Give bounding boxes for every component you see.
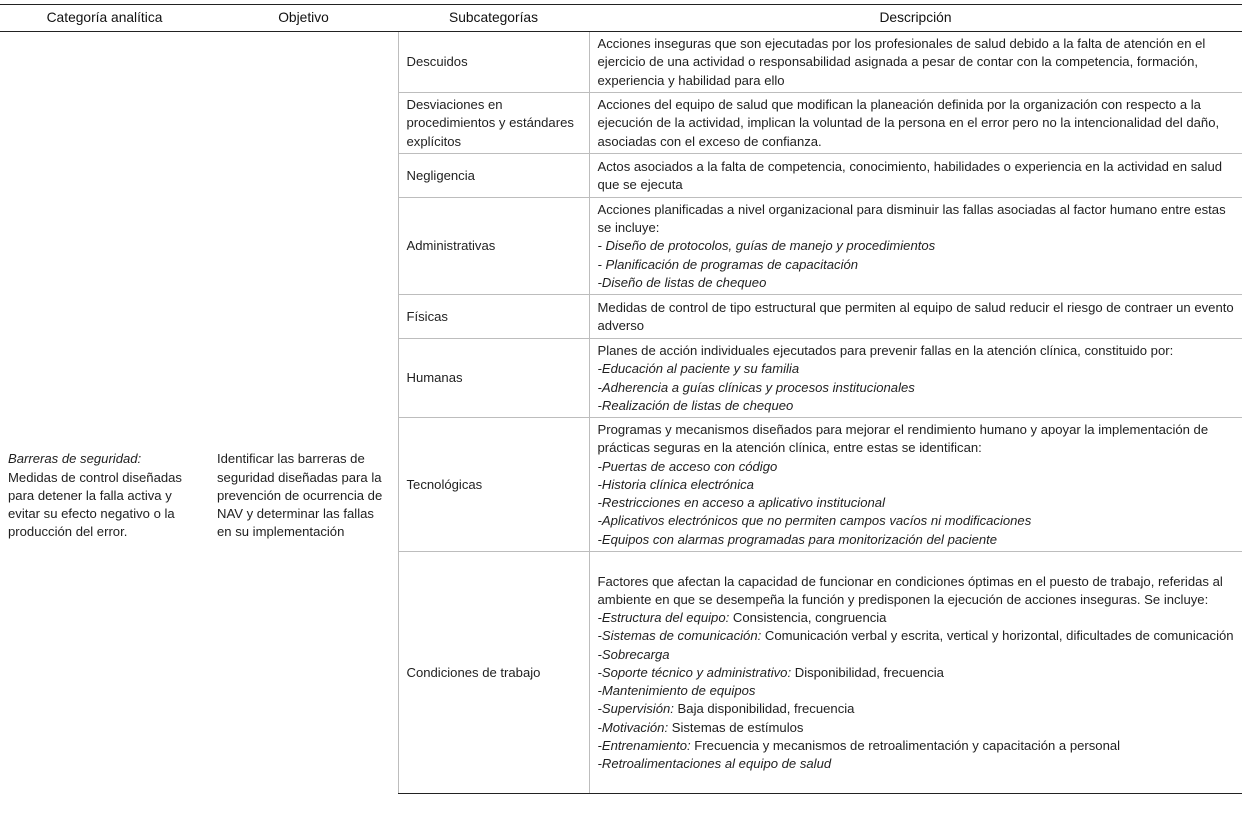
description-intro: Acciones planificadas a nivel organizacional para disminuir las fallas asociadas al factor humano entre estas se incluye: — [597, 201, 1226, 236]
list-item: -Realización de listas de chequeo — [597, 397, 794, 413]
item-label: -Retroalimentaciones al equipo de salud — [597, 755, 832, 771]
description-cell: Acciones del equipo de salud que modifican la planeación definida por la organización con respecto a la ejecución de la actividad, implican la voluntad de la persona en el error pero no la intencionalidad del daño, asociadas con el exceso de confianza. — [589, 93, 1242, 154]
item-label: -Mantenimiento de equipos — [597, 683, 756, 699]
description-intro: Factores que afectan la capacidad de funcionar en condiciones óptimas en el puesto de trabajo, referidas al ambiente en que se desempeña la función y predisponen la ejecución de acciones inseguras. Se incluye: — [597, 573, 1223, 608]
barreras-categoria-cell — [0, 198, 209, 794]
list-item: -Historia clínica electrónica — [597, 476, 754, 492]
header-row — [0, 5, 1242, 32]
item-text: Consistencia, congruencia — [729, 610, 887, 626]
item-label: -Motivación: — [597, 719, 669, 735]
list-item — [598, 646, 1237, 664]
subcategory-cell: Descuidos — [398, 32, 589, 93]
categoria-title: Barreras de seguridad: — [8, 451, 142, 467]
list-item: - Diseño de protocolos, guías de manejo y procedimientos — [597, 238, 936, 254]
description-intro: Programas y mecanismos diseñados para mejorar el rendimiento humano y apoyar la implementación de prácticas seguras en la atención clínica, entre estas se identifican: — [597, 422, 1209, 456]
list-item: -Restricciones en acceso a aplicativo institucional — [597, 495, 885, 511]
list-item — [598, 664, 1237, 682]
list-item: -Puertas de acceso con código — [597, 458, 778, 474]
item-text: Disponibilidad, frecuencia — [791, 664, 944, 680]
header-subcategorias: Subcategorías — [398, 5, 589, 32]
list-item: -Diseño de listas de chequeo — [597, 274, 767, 290]
header-objetivo: Objetivo — [209, 5, 398, 32]
categoria-text: Medidas de control diseñadas para detener la falla activa y evitar su efecto negativo o la producción del error. — [8, 469, 182, 540]
item-label: -Soporte técnico y administrativo: — [597, 664, 792, 680]
barreras-objetivo-cell: Identificar las barreras de seguridad diseñadas para la prevención de ocurrencia de NAV y determinar las fallas en su implementación — [217, 451, 383, 540]
subcategory-cell: Negligencia — [398, 154, 589, 198]
subcategory-cell: Físicas — [398, 295, 589, 339]
subcategory-cell: Administrativas — [398, 198, 589, 295]
list-item: -Equipos con alarmas programadas para monitorización del paciente — [597, 531, 998, 547]
item-label: -Sistemas de comunicación: — [597, 628, 762, 644]
subcategory-cell: Tecnológicas — [398, 418, 589, 552]
group1-categoria-cell — [0, 32, 209, 198]
item-label: -Entrenamiento: — [597, 737, 691, 753]
list-item — [598, 682, 1237, 700]
subcategory-cell: Desviaciones en procedimientos y estándares explícitos — [398, 93, 589, 154]
subcategory-cell: Condiciones de trabajo — [398, 552, 589, 794]
description-cell — [589, 339, 1242, 418]
description-cell: Medidas de control de tipo estructural que permiten al equipo de salud reducir el riesgo de contraer un evento adverso — [589, 295, 1242, 339]
table-row — [0, 32, 1242, 93]
list-item — [598, 627, 1237, 645]
list-item — [598, 609, 1237, 627]
item-label: -Sobrecarga — [597, 646, 670, 662]
list-item: -Adherencia a guías clínicas y procesos institucionales — [597, 379, 915, 395]
description-cell — [589, 198, 1242, 295]
analysis-table — [0, 4, 1242, 794]
item-text: Baja disponibilidad, frecuencia — [673, 701, 855, 717]
description-cell: Actos asociados a la falta de competencia, conocimiento, habilidades o experiencia en la actividad en salud que se ejecuta — [589, 154, 1242, 198]
list-item — [598, 737, 1237, 755]
list-item — [598, 755, 1237, 773]
list-item: -Educación al paciente y su familia — [597, 361, 800, 377]
item-label: -Supervisión: — [597, 701, 674, 717]
group1-objetivo-cell — [209, 32, 398, 198]
item-text: Sistemas de estímulos — [668, 719, 804, 735]
header-descripcion: Descripción — [589, 5, 1242, 32]
table-row — [0, 198, 1242, 295]
list-item — [598, 719, 1237, 737]
description-cell — [589, 418, 1242, 552]
list-item — [598, 700, 1237, 718]
item-text: Frecuencia y mecanismos de retroalimentación y capacitación a personal — [690, 737, 1121, 753]
list-item: -Aplicativos electrónicos que no permiten campos vacíos ni modificaciones — [597, 513, 1032, 529]
description-cell — [589, 552, 1242, 794]
header-categoria: Categoría analítica — [0, 5, 209, 32]
description-cell: Acciones inseguras que son ejecutadas por los profesionales de salud debido a la falta de atención en el ejercicio de una actividad o responsabilidad asignada a pesar de contar con la competencia, formación, experiencia y habilidad para ello — [589, 32, 1242, 93]
description-intro: Planes de acción individuales ejecutados para prevenir fallas en la atención clínica, constituido por: — [597, 343, 1174, 359]
subcategory-cell: Humanas — [398, 339, 589, 418]
item-label: -Estructura del equipo: — [597, 610, 730, 626]
item-text: Comunicación verbal y escrita, vertical y horizontal, dificultades de comunicación — [761, 628, 1234, 644]
list-item: - Planificación de programas de capacitación — [597, 256, 859, 272]
